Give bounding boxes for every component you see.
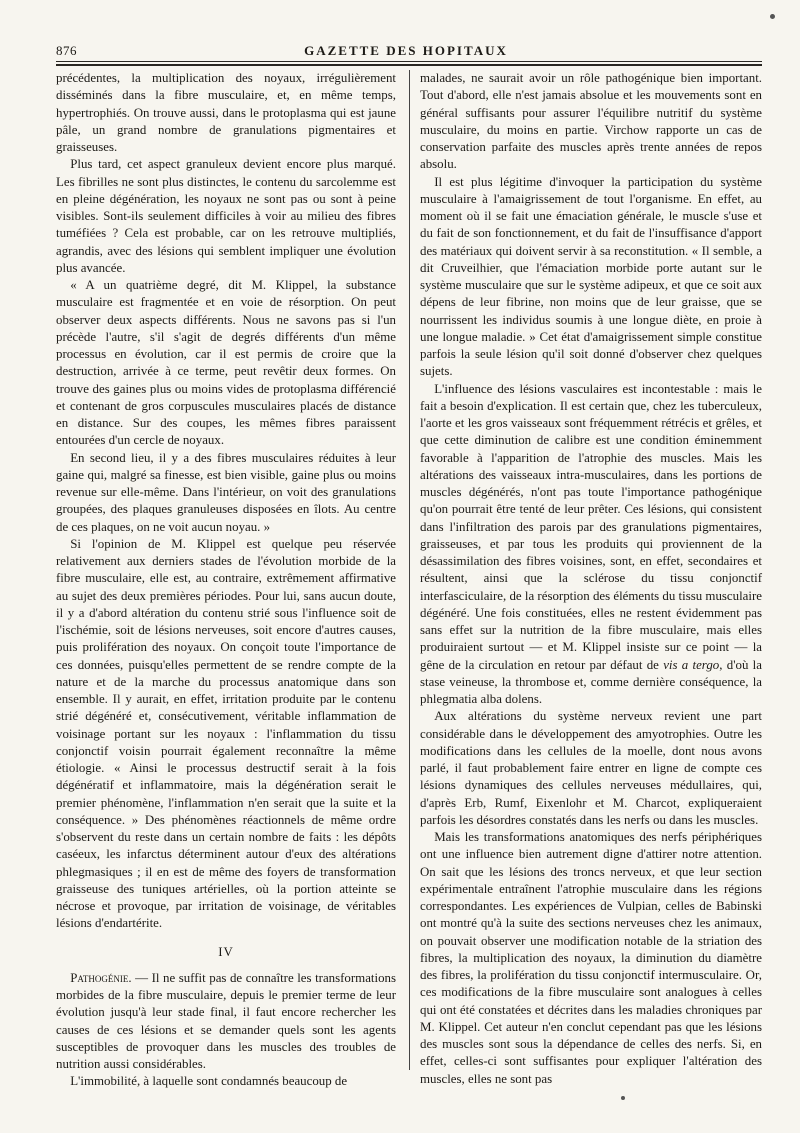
paragraph: Si l'opinion de M. Klippel est quelque peu réservée relativement aux derniers stades de l'évolution morbide de la fibre musculaire, elle est, au contraire, extrêmement affirmative au sujet des deux premières périodes. Pour lui, sans aucun doute, il y a d'abord altération du contenu strié sous l'influence soit de l'ischémie, soit de lésions nerveuses, soit encore d'autres causes, puis prolifération des noyaux. On conçoit toute l'importance de ces données, puisqu'elles permettent de se rendre compte de la nature et de la marche du processus anatomique dans son ensemble. Il y aurait, en effet, irritation produite par le contenu strié dégénéré et, consécutivement, véritable inflammation de voisinage portant sur les noyaux : l'inflammation du tissu conjonctif voisin pourrait également reconnaître la même étiologie. « Ainsi le processus destructif serait à la fois dégénératif et inflammatoire, mais la dégénération serait le premier phénomène, l'inflammation n'en serait que la suite et la conséquence. » Des phénomènes réactionnels de même ordre s'observent du reste dans un certain nombre de faits : les dépôts caséeux, les infarctus déterminent autour d'eux des altérations phlegmasiques ; il en est de même des foyers de transformation graisseuse des tuniques artérielles, où la portion atteinte se nécrose et provoque, par irritation de voisinage, de véritables lésions d'endartérite. [56, 536, 396, 931]
column-divider [409, 70, 410, 1070]
paragraph: Aux altérations du système nerveux revient une part considérable dans le développement des amyotrophies. Outre les modifications dans les cellules de la moelle, dont nous avons parlé, il faut probablement faire entrer en ligne de compte ces lésions dynamiques des cellules nerveuses médullaires, qui, d'après Erb, Rumf, Eixenlohr et M. Charcot, expliqueraient parfois les désordres constatés dans les nerfs ou dans les muscles. [420, 709, 762, 827]
running-title: GAZETTE DES HOPITAUX [304, 43, 508, 58]
left-column [56, 70, 396, 1091]
paragraph [420, 381, 762, 709]
paragraph: Plus tard, cet aspect granuleux devient encore plus marqué. Les fibrilles ne sont plus distinctes, le contenu du sarcolemme est en pleine dégénération, les noyaux ne sont pas ou sont à peine visibles. Sont-ils seulement difficiles à voir au milieu des fibres tuméfiées ? Cela est probable, car on les retrouve multipliés, agrandis, avec des lésions qui semblent impliquer une évolution plus avancée. [56, 157, 396, 275]
paragraph-text: L'influence des lésions vasculaires est incontestable : mais le fait a besoin d'explication. Il est certain que, chez les tuberculeux, l'aorte et les gros vaisseaux sont fréquemment rétrécis et grêles, et que cette diminution de calibre est une condition éminemment favorable à l'apparition de l'atrophie des muscles. Mais les altérations des vaisseaux intra-musculaires, dans les portions de muscles dégénérés, n'ont pas toute l'importance pathogénique qu'on pourrait être tenté de leur prêter. Ces lésions, qui consistent dans l'infiltration des parois par des granulations pigmentaires, graisseuses, et par tous les produits qui proviennent de la désassimilation des fibres voisines, sont, en effet, secondaires et résultent, ainsi que la sclérose du tissu conjonctif interfasciculaire, de la résorption des éléments du tissu musculaire dégénéré. Une fois constituées, elles ne restent évidemment pas sans effet sur la nutrition de la fibre musculaire, mais elles produiraient surtout — et M. Klippel insiste sur ce point — la gêne de la circulation en retour par défaut de [420, 381, 762, 672]
page-number: 876 [56, 43, 77, 58]
paragraph: Mais les transformations anatomiques des nerfs périphériques ont une influence bien autrement digne d'attirer notre attention. On sait que les lésions des troncs nerveux, et que leur section expérimentale entraînent l'atrophie musculaire dans les régions correspondantes. Les expériences de Vulpian, celles de Babinski ont montré qu'à la suite des sections nerveuses chez les animaux, on pouvait observer une modification notable de la striation des fibres, la multiplication des noyaux, la diminution du diamètre des fibres, la prolifération du tissu conjonctif intermusculaire. Or, ces modifications de la fibre musculaire sont analogues à celles qui ont été constatées et décrites dans les maladies chroniques par M. Klippel. Cet auteur n'en conclut cependant pas que les lésions des muscles sont sous la dépendance de celles des nerfs. Si, en effet, celles-ci sont suffisantes pour expliquer l'altération des muscles, elles ne sont pas [420, 830, 762, 1086]
paragraph-text: — Il ne suffit pas de connaître les transformations morbides de la fibre musculaire, depuis le premier terme de leur évolution jusqu'à leur stade final, il faut encore rechercher les causes de ces lésions et se demander quels sont les agents susceptibles de provoquer dans les muscles des troubles de nutrition aussi considérables. [56, 970, 396, 1071]
section-lead-label: Pathogénie. [70, 970, 132, 985]
paragraph: Il est plus légitime d'invoquer la participation du système musculaire à l'amaigrissement de tout l'organisme. En effet, au moment où il se fait une émaciation générale, le muscle s'use et du fait de son fonctionnement, et du fait de l'insuffisance d'apport des matériaux qui doivent servir à sa reconstitution. « Il semble, a dit Cruveilhier, que l'émaciation morbide porte autant sur le système musculaire que sur le système adipeux, et que ce soit aux dépens de leur fibrine, non moins que de leur graisse, que se nourrissent les individus soumis à une longue diète, en proie à une longue maladie. » Cet état d'amaigrissement simple constitue parfois la seule lésion qu'il soit donné d'observer chez quelques sujets. [420, 174, 762, 379]
paragraph: « A un quatrième degré, dit M. Klippel, la substance musculaire est fragmentée et en voie de résorption. On peut observer deux aspects différents. Nous ne savons pas si l'un précède l'autre, s'il s'agit de degrés différents d'un même processus en évolution, car il est permis de croire que la destruction, arrivée à ce terme, peut revêtir deux formes. On trouve des gaines plus ou moins vides de protoplasma différencié et contenant de gros corpuscules musculaires placés de distance en distance. Sur des coupes, les mêmes fibres paraissent entourées d'un cercle de noyaux. [56, 278, 396, 448]
paragraph: précédentes, la multiplication des noyaux, irrégulièrement disséminés dans la fibre musculaire, et, en même temps, hypertrophiés. On trouve aussi, dans le protoplasma qui est jaune pâle, un grand nombre de granulations pigmentaires et graisseuses. [56, 71, 396, 154]
page-header [56, 40, 756, 62]
header-rule-thin [56, 61, 762, 62]
paragraph: L'immobilité, à laquelle sont condamnés beaucoup de [70, 1074, 348, 1089]
paragraph: En second lieu, il y a des fibres musculaires réduites à leur gaine qui, malgré sa finesse, est bien visible, gaine plus ou moins revenue sur elle-même. Dans l'intérieur, on voit des granulations groupées, des plaques granuleuses disposées en îlots. Au centre de ces plaques, on ne voit aucun noyau. » [56, 450, 396, 534]
header-rule-thick [56, 64, 762, 66]
latin-phrase: vis a tergo [663, 657, 720, 672]
section-number: IV [218, 944, 234, 959]
paragraph-text: , d'où la stase veineuse, la thrombose et, comme dernière conséquence, la phlegmatia alba dolens. [420, 657, 762, 706]
margin-dot [621, 1096, 625, 1100]
paragraph: malades, ne saurait avoir un rôle pathogénique bien important. Tout d'abord, elle n'est jamais absolue et les mouvements sont en général suffisants pour assurer l'équilibre nutritif du système musculaire, du moins en partie. Virchow rapporte un cas de conservation parfaite des muscles après trente années de repos absolu. [420, 71, 762, 172]
right-column [420, 70, 762, 1088]
paragraph-pathogenie [56, 970, 396, 1074]
margin-dot [770, 14, 775, 19]
